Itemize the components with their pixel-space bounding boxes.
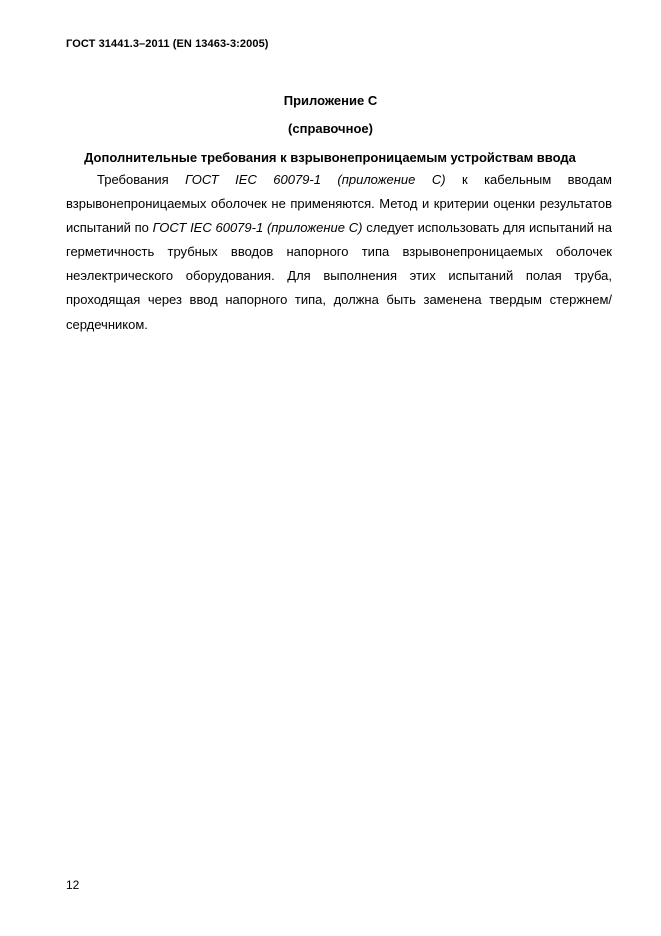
body-paragraph [66, 168, 612, 337]
standard-reference-2: ГОСТ IEC 60079-1 (приложение С) [152, 220, 363, 236]
appendix-type: (справочное) [288, 121, 373, 136]
paragraph-text-2: к кабельным вводам взрывонепроницаемых оболочек не применяются. Метод и критерии оценки результатов испытаний по [66, 172, 612, 236]
standard-reference-1: ГОСТ IEC 60079-1 (приложение С) [185, 172, 446, 187]
paragraph-text-3: следует использовать для испытаний на герметичность трубных вводов напорного типа взрывонепроницаемых оболочек неэлектрического оборудования. Для выполнения этих испытаний полая труба, проходящая через ввод напорного типа, должна быть заменена твердым стержнем/сердечником. [66, 220, 612, 332]
document-header: ГОСТ 31441.3–2011 (EN 13463-3:2005) [66, 38, 269, 50]
section-heading: Дополнительные требования к взрывонепроницаемым устройствам ввода [84, 150, 576, 165]
appendix-title: Приложение С [283, 93, 378, 108]
paragraph-text-1: Требования [97, 172, 186, 187]
page-number: 12 [66, 878, 80, 892]
